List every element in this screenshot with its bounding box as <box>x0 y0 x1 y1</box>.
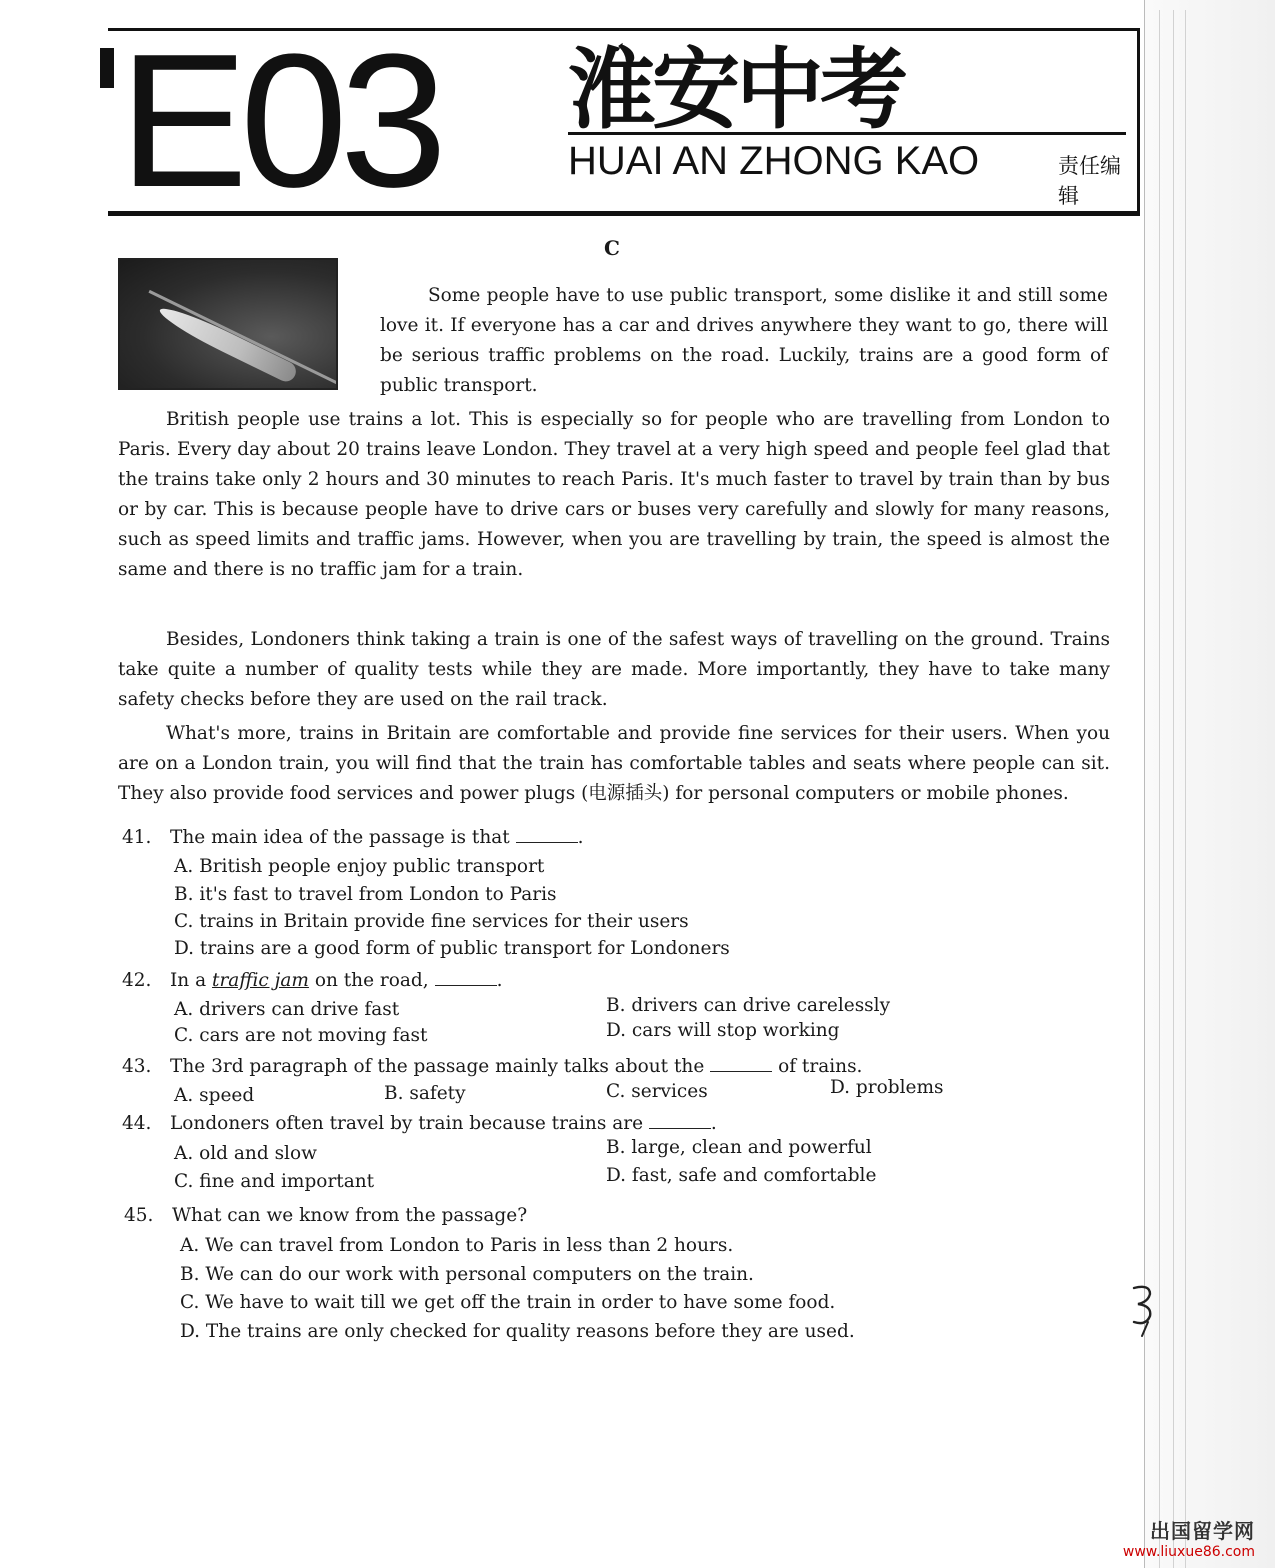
high-speed-train-shape <box>156 301 300 385</box>
question-stem-end: of trains. <box>778 1056 863 1077</box>
paragraph-3: Besides, Londoners think taking a train is one of the safest ways of travelling on the ground. Trains take quite a number of quality tests while they are made. More importantly, they have to take many safety checks before they are used on the rail track. <box>118 628 1110 710</box>
question-number: 44. <box>122 1113 152 1134</box>
option-44-a: A. old and slow <box>174 1143 317 1164</box>
paper-name-chinese: 淮安中考 <box>568 38 905 141</box>
option-41-c: C. trains in Britain provide fine services for their users <box>174 911 689 932</box>
question-42 <box>122 967 502 995</box>
option-45-c: C. We have to wait till we get off the train in order to have some food. <box>180 1292 836 1313</box>
question-stem: What can we know from the passage? <box>172 1205 528 1226</box>
option-41-a: A. British people enjoy public transport <box>174 856 545 877</box>
paragraph-1: Some people have to use public transport, some dislike it and still some love it. If everyone has a car and drives anywhere they want to go, there will be serious traffic problems on the road. Luckily, trains are a good form of public transport. <box>380 284 1108 396</box>
option-44-b: B. large, clean and powerful <box>606 1137 872 1158</box>
question-stem-end: . <box>496 970 503 991</box>
site-watermark <box>1123 1515 1255 1560</box>
issue-mark <box>100 48 114 88</box>
section-letter: C <box>604 236 620 260</box>
question-number: 42. <box>122 970 152 991</box>
option-42-a: A. drivers can drive fast <box>174 999 400 1020</box>
question-stem: The main idea of the passage is that <box>170 827 510 848</box>
option-45-b: B. We can do our work with personal computers on the train. <box>180 1264 754 1285</box>
question-number: 43. <box>122 1056 152 1077</box>
watermark-url: www.liuxue86.com <box>1122 1544 1255 1560</box>
question-stem: In a <box>170 970 207 991</box>
paragraph-4: What's more, trains in Britain are comfortable and provide fine services for their users. When you are on a London train, you will find that the train has comfortable tables and seats where people can sit. They also provide food services and power plugs (电源插头) for personal computers or mobile phones. <box>118 722 1110 804</box>
question-number: 45. <box>124 1205 154 1226</box>
question-stem: Londoners often travel by train because trains are <box>170 1113 644 1134</box>
handwritten-page-mark <box>1128 1282 1158 1338</box>
editor-label: 责任编辑 <box>1058 154 1121 208</box>
answer-blank <box>516 824 578 843</box>
paragraph-2: British people use trains a lot. This is especially so for people who are travelling from London to Paris. Every day about 20 trains leave London. They travel at a very high speed and people feel glad that the trains take only 2 hours and 30 minutes to reach Paris. It's much faster to travel by train than by bus or by car. This is because people have to drive cars or buses very carefully and slowly for many reasons, such as speed limits and traffic jams. However, when you are travelling by train, the speed is almost the same and there is no traffic jam for a train. <box>118 408 1110 580</box>
question-41 <box>122 824 583 852</box>
option-45-a: A. We can travel from London to Paris in less than 2 hours. <box>180 1235 734 1256</box>
answer-blank <box>435 967 497 986</box>
option-41-b: B. it's fast to travel from London to Paris <box>174 884 557 905</box>
question-stem-middle: on the road, <box>314 970 429 991</box>
question-stem: The 3rd paragraph of the passage mainly talks about the <box>170 1056 705 1077</box>
question-term: traffic jam <box>212 970 309 991</box>
issue-code: E03 <box>118 15 440 227</box>
answer-blank <box>649 1110 711 1129</box>
option-42-c: C. cars are not moving fast <box>174 1025 428 1046</box>
question-43 <box>122 1053 862 1081</box>
option-43-d: D. problems <box>830 1077 944 1098</box>
paper-name-pinyin: HUAI AN ZHONG KAO <box>568 132 1126 183</box>
option-42-d: D. cars will stop working <box>606 1020 840 1041</box>
train-photo <box>118 258 338 390</box>
answer-blank <box>710 1053 772 1072</box>
masthead <box>100 15 1140 227</box>
option-44-c: C. fine and important <box>174 1171 375 1192</box>
question-stem-end: . <box>710 1113 717 1134</box>
question-number: 41. <box>122 827 152 848</box>
question-45 <box>124 1202 527 1230</box>
option-45-d: D. The trains are only checked for quality reasons before they are used. <box>180 1321 855 1342</box>
watermark-site-name: 出国留学网 <box>1150 1519 1255 1543</box>
option-42-b: B. drivers can drive carelessly <box>606 995 891 1016</box>
page-edge-stack <box>1144 0 1275 1568</box>
option-43-a: A. speed <box>174 1085 255 1106</box>
question-stem-end: . <box>577 827 584 848</box>
option-43-b: B. safety <box>384 1083 466 1104</box>
option-43-c: C. services <box>606 1081 708 1102</box>
option-41-d: D. trains are a good form of public transport for Londoners <box>174 938 730 959</box>
option-44-d: D. fast, safe and comfortable <box>606 1165 877 1186</box>
